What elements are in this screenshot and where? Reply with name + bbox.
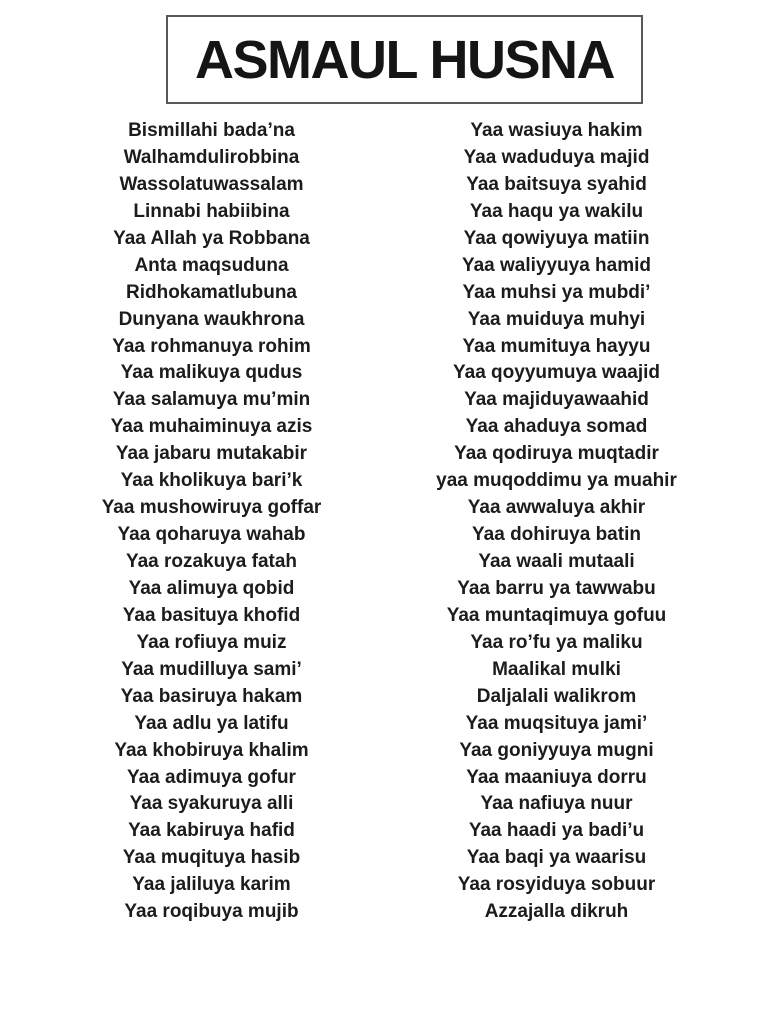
text-line: Yaa awwaluya akhir [467,497,646,519]
text-line: Yaa mushowiruya goffar [101,497,322,519]
text-line: Walhamdulirobbina [123,146,300,168]
text-line: Yaa jaliluya karim [132,874,291,896]
text-columns [0,118,768,926]
text-line: Yaa baqi ya waarisu [466,847,647,869]
text-line: Yaa muntaqimuya gofuu [446,604,667,626]
text-line: Wassolatuwassalam [119,173,304,195]
right-column [407,118,707,926]
text-line: Yaa dohiruya batin [472,524,641,546]
text-line: Yaa haqu ya wakilu [469,200,644,222]
text-line: Yaa maaniuya dorru [466,766,647,788]
text-line: Yaa qoharuya wahab [117,524,306,546]
text-line: Yaa malikuya qudus [120,362,303,384]
text-line: Yaa qowiyuya matiin [463,227,650,249]
text-line: Daljalali walikrom [476,685,637,707]
text-line: Yaa adimuya gofur [127,766,296,788]
text-line: Yaa nafiuya nuur [480,793,633,815]
text-line: Yaa qoyyumuya waajid [453,362,660,384]
text-line: Yaa salamuya mu’min [112,389,311,411]
text-line: Yaa kabiruya hafid [128,820,295,842]
text-line: Maalikal mulki [492,658,621,680]
text-line: Yaa muqituya hasib [122,847,301,869]
text-line: Yaa muiduya muhyi [467,308,646,330]
text-line: Yaa rohmanuya rohim [112,335,311,357]
text-line: Yaa haadi ya badi’u [468,820,645,842]
text-line: Yaa rosyiduya sobuur [457,874,656,896]
text-line: Yaa muqsituya jami’ [465,712,648,734]
text-line: Yaa waali mutaali [478,551,635,572]
text-line: Yaa Allah ya Robbana [113,227,310,249]
text-line: Yaa wasiuya hakim [470,120,643,141]
text-line: Azzajalla dikruh [484,901,629,923]
text-line: Bismillahi bada’na [128,120,295,141]
text-line: Yaa rozakuya fatah [125,551,298,572]
text-line: Yaa khobiruya khalim [114,739,309,761]
text-line: Dunyana waukhrona [118,308,305,330]
text-line: Yaa alimuya qobid [128,577,295,599]
text-line: Yaa majiduyawaahid [464,389,649,411]
text-line: Yaa ahaduya somad [465,416,648,438]
text-line: yaa muqoddimu ya muahir [436,470,677,492]
text-line: Yaa mumituya hayyu [462,335,651,357]
left-column [62,118,362,926]
text-line: Yaa adlu ya latifu [134,712,289,734]
text-line: Yaa goniyyuya mugni [459,739,654,761]
text-line: Yaa ro’fu ya maliku [470,631,643,653]
text-line: Yaa qodiruya muqtadir [454,443,659,465]
text-line: Yaa roqibuya mujib [124,901,299,923]
text-line: Yaa waliyyuya hamid [461,254,652,276]
text-line: Yaa jabaru mutakabir [115,443,308,465]
text-line: Anta maqsuduna [134,254,289,276]
text-line: Yaa baitsuya syahid [466,173,647,195]
text-line: Ridhokamatlubuna [125,281,297,303]
text-line: Yaa kholikuya bari’k [120,470,303,492]
text-line: Yaa basituya khofid [122,604,301,626]
text-line: Yaa mudilluya sami’ [121,658,302,680]
text-line: Yaa basiruya hakam [120,685,303,707]
text-line: Yaa muhaiminuya azis [110,416,313,438]
title-box [166,15,643,104]
text-line: Yaa waduduya majid [463,146,650,168]
text-line: Yaa syakuruya alli [129,793,294,815]
text-line: Yaa barru ya tawwabu [457,577,656,599]
text-line: Yaa muhsi ya mubdi’ [462,281,651,303]
text-line: Linnabi habiibina [133,200,290,222]
text-line: Yaa rofiuya muiz [136,631,287,653]
page-title: ASMAUL HUSNA [194,29,614,90]
